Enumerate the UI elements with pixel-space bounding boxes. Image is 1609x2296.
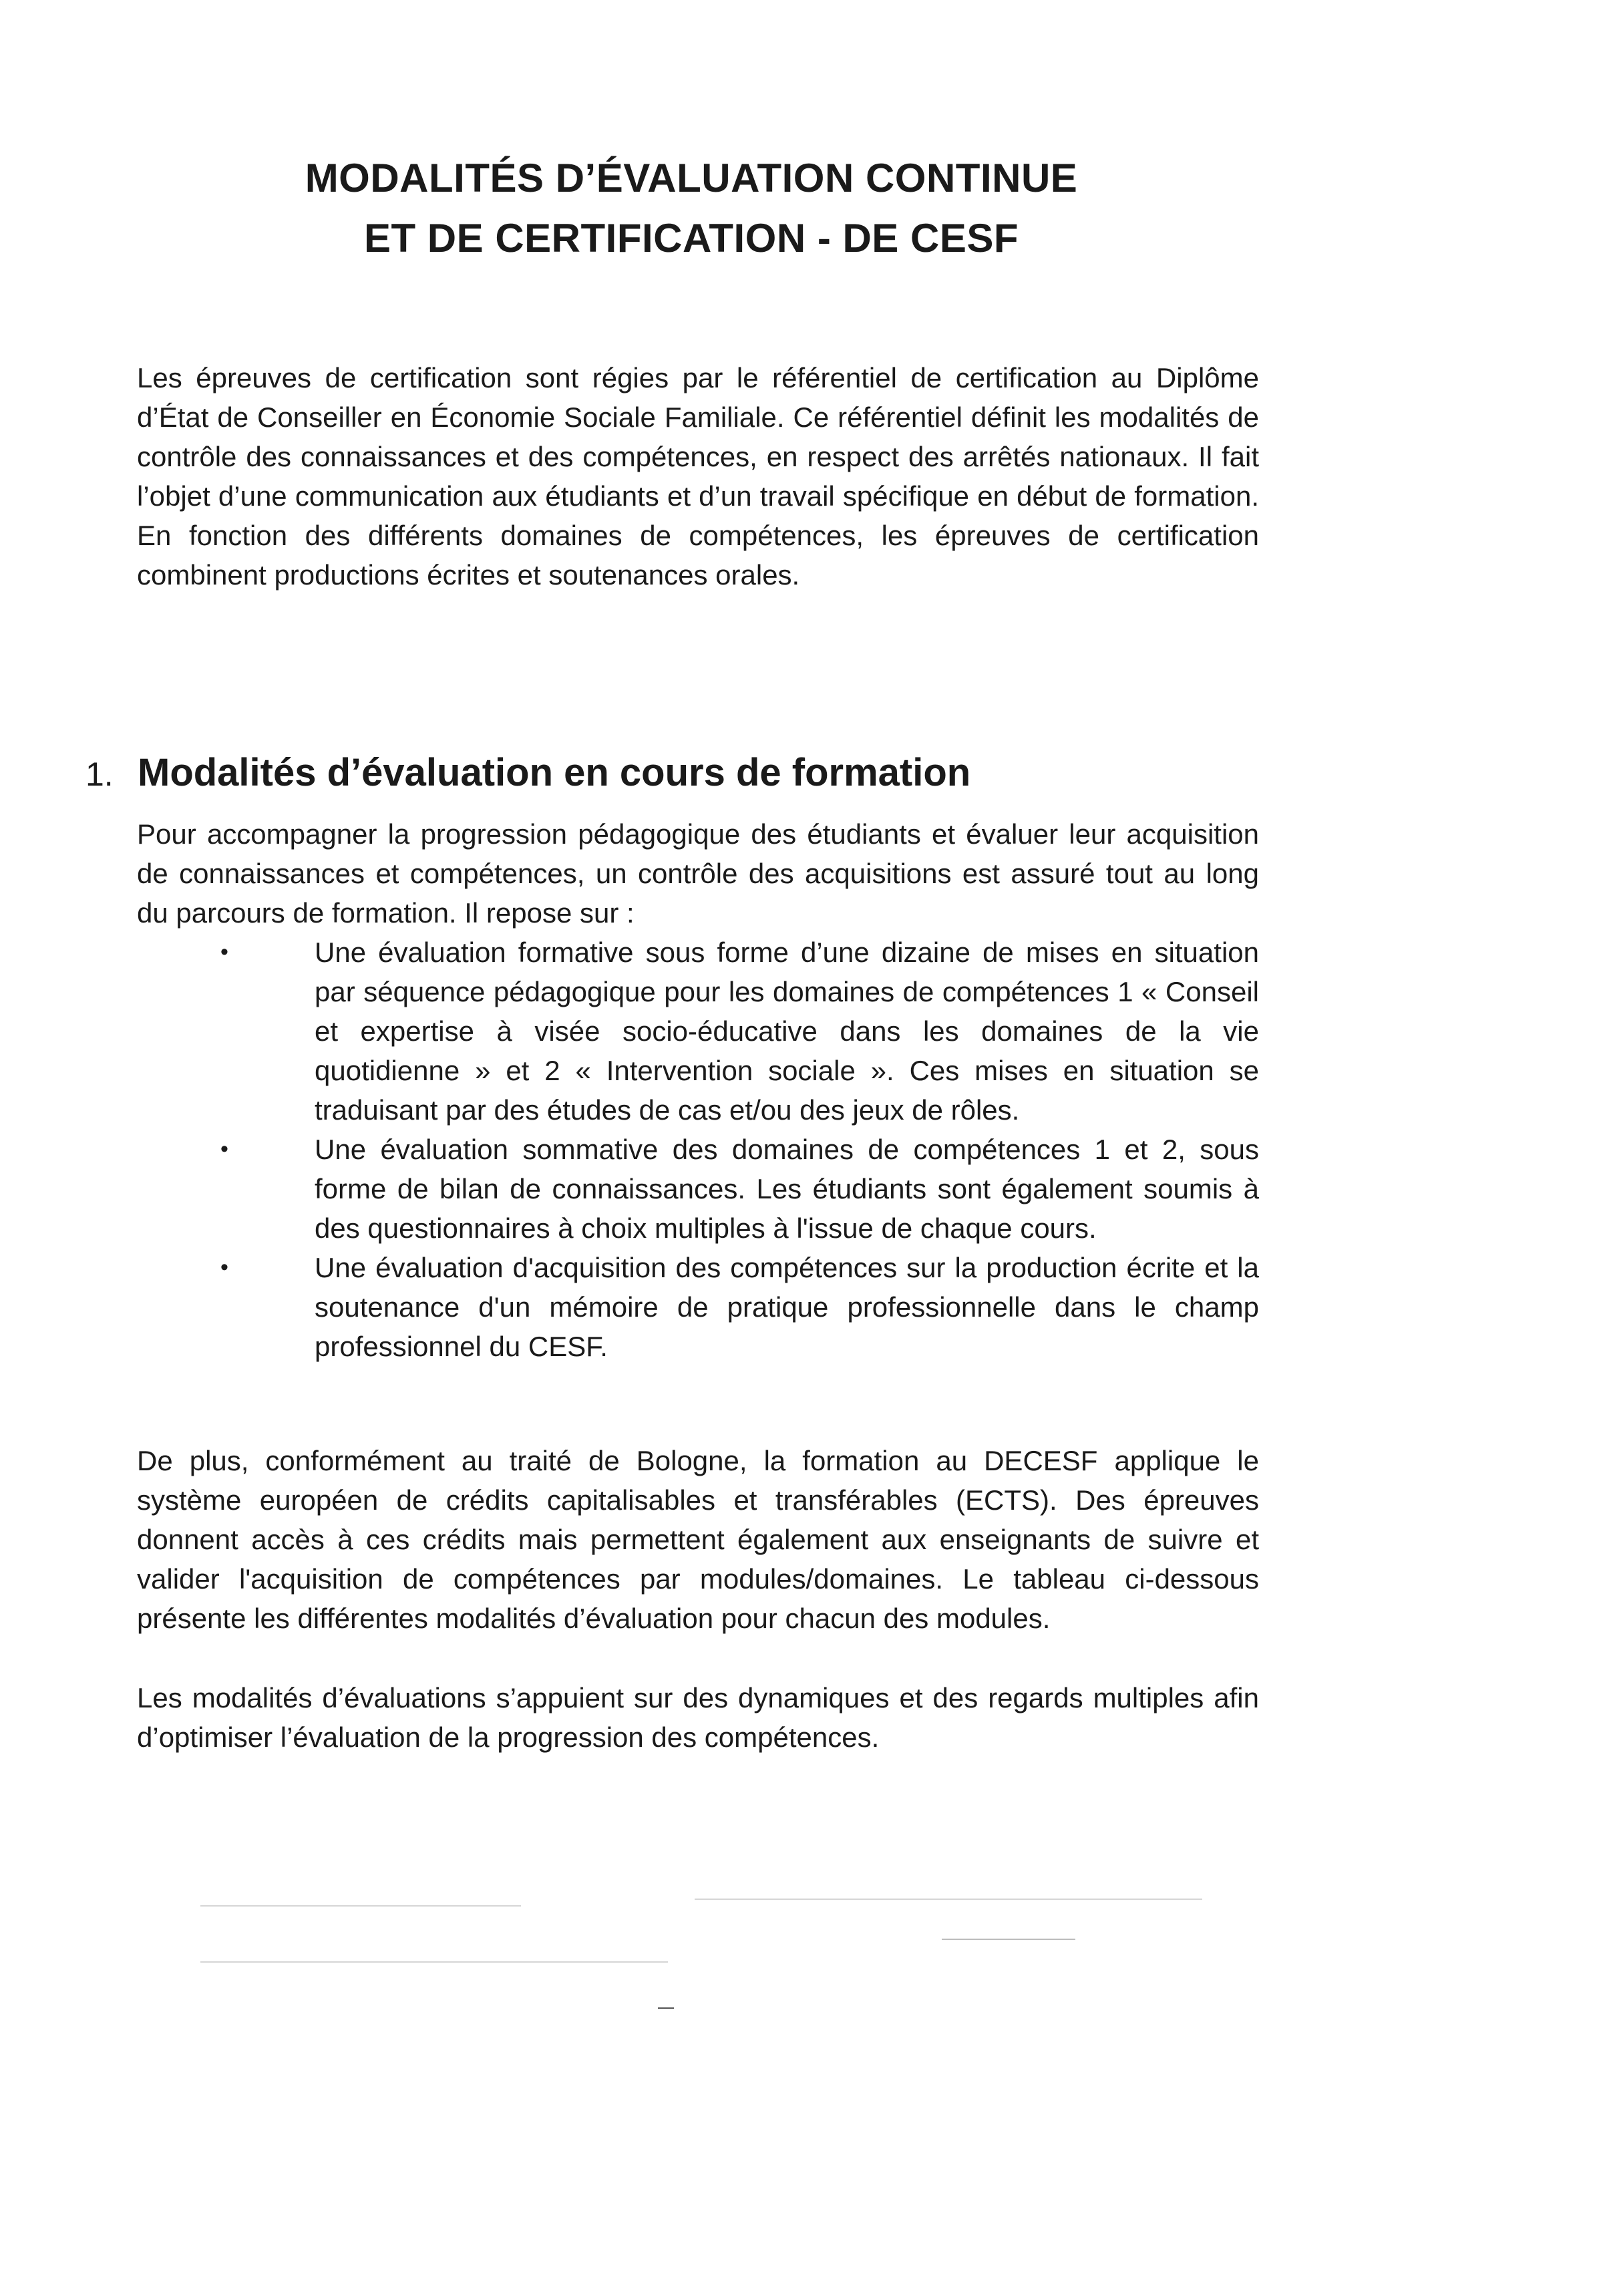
- title-line-2: ET DE CERTIFICATION - DE CESF: [363, 216, 1019, 261]
- list-item: [220, 1130, 1259, 1248]
- bullet-icon: •: [220, 1255, 228, 1280]
- intro-paragraph: Les épreuves de certification sont régies par le référentiel de certification au Diplôme d’État de Conseiller en Économie Sociale Familiale. Ce référentiel définit les modalités de contrôle des connaissances et des compétences, en respect des arrêtés nationaux. Il fait l’objet d’une communication aux étudiants et d’un travail spécifique en début de formation. En fonction des différents domaines de compétences, les épreuves de certification combinent productions écrites et soutenances orales.: [137, 362, 1259, 591]
- ects-paragraph: De plus, conformément au traité de Bologne, la formation au DECESF applique le système européen de crédits capitalisables et transférables (ECTS). Des épreuves donnent accès à ces crédits mais permettent également aux enseignants de suivre et valider l'acquisition de compétences par modules/domaines. Le tableau ci-dessous présente les différentes modalités d’évaluation pour chacun des modules.: [137, 1445, 1259, 1634]
- list-item-text: Une évaluation d'acquisition des compétences sur la production écrite et la soutenance d'un mémoire de pratique professionnelle dans le champ professionnel du CESF.: [315, 1252, 1259, 1362]
- scan-artifact-line: [658, 2007, 674, 2009]
- section-1-bullet-list: [137, 933, 1259, 1366]
- list-item: [220, 1248, 1259, 1366]
- list-item: [220, 933, 1259, 1130]
- scan-artifact-line: [695, 1899, 1202, 1900]
- section-1-number: 1.: [85, 756, 114, 793]
- scan-artifact-line: [942, 1939, 1075, 1940]
- list-item-text: Une évaluation formative sous forme d’une dizaine de mises en situation par séquence pédagogique pour les domaines de compétences 1 « Conseil et expertise à visée socio-éducative dans les domaines de la vie quotidienne » et 2 « Intervention sociale ». Ces mises en situation se traduisant par des études de cas et/ou des jeux de rôles.: [315, 937, 1259, 1126]
- bullet-icon: •: [220, 1136, 228, 1162]
- document-title: [137, 148, 1246, 269]
- section-1-title: Modalités d’évaluation en cours de formation: [138, 751, 971, 794]
- list-item-text: Une évaluation sommative des domaines de compétences 1 et 2, sous forme de bilan de connaissances. Les étudiants sont également soumis à des questionnaires à choix multiples à l'issue de chaque cours.: [315, 1134, 1259, 1244]
- section-1-heading: [85, 746, 1261, 801]
- scan-artifact-line: [200, 1905, 521, 1907]
- section-1-lead: Pour accompagner la progression pédagogique des étudiants et évaluer leur acquisition de connaissances et compétences, un contrôle des acquisitions est assuré tout au long du parcours de formation. Il repose sur :: [137, 818, 1259, 929]
- title-line-1: MODALITÉS D’ÉVALUATION CONTINUE: [305, 156, 1078, 200]
- closing-paragraph: Les modalités d’évaluations s’appuient sur des dynamiques et des regards multiples afin d’optimiser l’évaluation de la progression des compétences.: [137, 1682, 1259, 1753]
- bullet-icon: •: [220, 939, 228, 965]
- scan-artifact-line: [200, 1961, 668, 1963]
- section-1-body: [137, 814, 1259, 1366]
